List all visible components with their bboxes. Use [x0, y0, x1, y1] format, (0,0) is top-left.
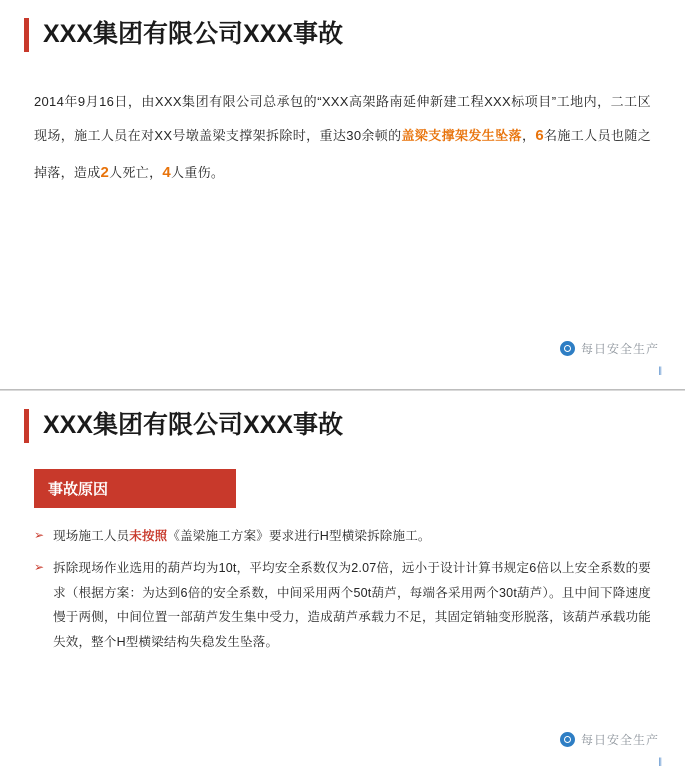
bullet-arrow-icon: ➢ [34, 528, 45, 542]
bullet-arrow-icon: ➢ [34, 560, 45, 575]
page-title: XXX集团有限公司XXX事故 [43, 411, 344, 440]
page-2-title-row [0, 391, 685, 443]
list-item-text [53, 524, 431, 548]
page-1-body [0, 52, 685, 191]
list-item [34, 524, 651, 548]
page-1-title-row [0, 0, 685, 52]
paragraph-segment-1: 2014年9月16日，由XXX集团有限公司总承包的“XXX高架路南延伸新建工程XXX标项目”工地内，二工区现场，施工人员在对XX号墩盖梁支撑架拆除时，重达30余顿的 [34, 94, 651, 143]
list-item-text [53, 556, 651, 654]
casualty-number-1: 6 [535, 126, 544, 144]
incident-paragraph [34, 86, 651, 191]
page-title: XXX集团有限公司XXX事故 [43, 20, 344, 49]
section-label-cause: 事故原因 [34, 469, 236, 508]
page-2-pager-mark: ‖ [658, 754, 663, 769]
paragraph-highlight-1: 盖梁支撑架发生坠落 [401, 127, 522, 143]
document-page-1 [0, 0, 685, 389]
paragraph-segment-4: 人死亡， [109, 164, 163, 180]
wechat-official-account-icon [560, 341, 575, 356]
list-item-text-pre: 拆除现场作业选用的葫芦均为10t，平均安全系数仅为2.07倍，远小于设计计算书规定6倍以上安全系数的要求（根据方案：为达到6倍的安全系数，中间采用两个50t葫芦，每端各采用两个30t葫芦）。且中间下降速度慢于两侧，中间位置一部葫芦发生集中受力，造成葫芦承载力不足，其固定销轴变形脱落，该葫芦承载功能失效，整个H型横梁结构失稳发生坠落。 [53, 561, 651, 649]
page-1-pager-mark: ‖ [658, 363, 663, 378]
cause-list [0, 508, 685, 654]
title-accent-bar [24, 18, 29, 52]
list-item [34, 556, 651, 654]
page-2-footer-watermark [560, 731, 659, 748]
paragraph-segment-5: 人重伤。 [171, 164, 225, 180]
list-item-text-post: 《盖梁施工方案》要求进行H型横梁拆除施工。 [167, 529, 431, 543]
page-1-footer-watermark [560, 340, 659, 357]
document-page-2 [0, 391, 685, 780]
page-divider [0, 389, 685, 390]
paragraph-segment-3: 名施工人员也随之掉落，造成 [34, 127, 651, 180]
casualty-number-2: 2 [100, 163, 110, 181]
list-item-highlight: 未按照 [129, 529, 168, 543]
casualty-number-3: 4 [162, 163, 172, 181]
footer-account-name: 每日安全生产 [580, 342, 659, 356]
title-accent-bar [24, 409, 29, 443]
wechat-official-account-icon [560, 732, 575, 747]
list-item-text-pre: 现场施工人员 [53, 529, 130, 543]
footer-account-name: 每日安全生产 [580, 733, 659, 747]
paragraph-segment-2: ， [521, 127, 536, 143]
